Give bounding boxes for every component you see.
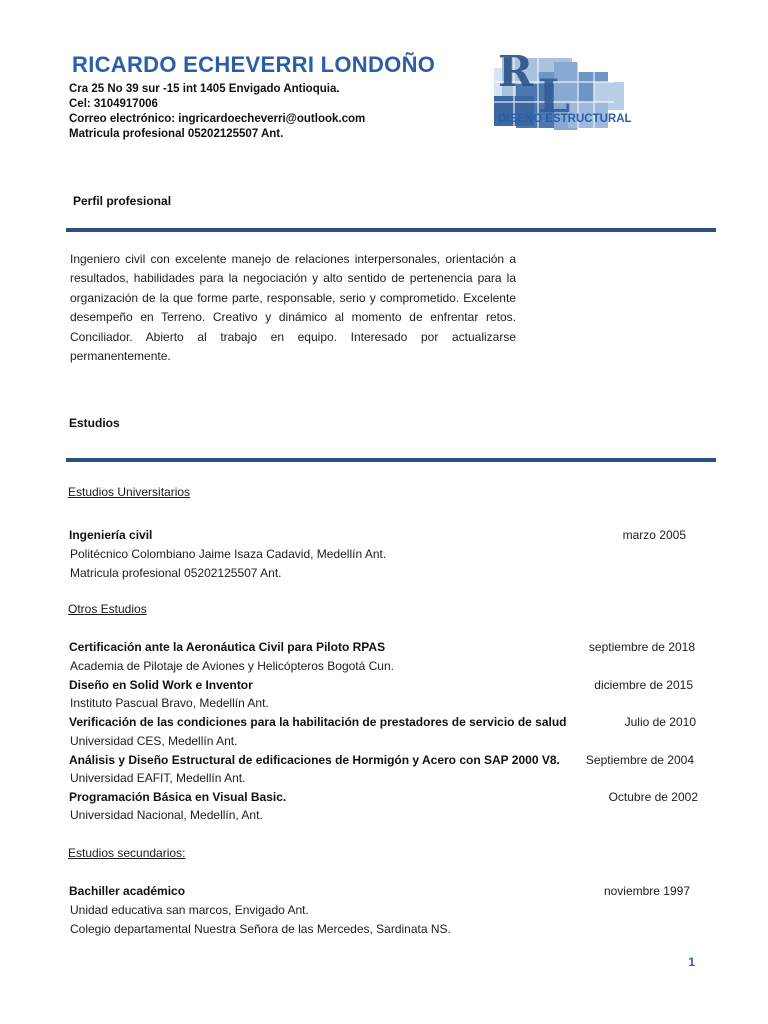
other-study-date: diciembre de 2015: [594, 678, 693, 692]
secondary-studies-subheading: Estudios secundarios:: [68, 846, 186, 860]
secondary-school-1: Unidad educativa san marcos, Envigado Ant.: [70, 903, 309, 917]
license-line: Matricula profesional 05202125507 Ant.: [69, 128, 284, 140]
studies-heading: Estudios: [69, 416, 120, 430]
other-study-title: Certificación ante la Aeronáutica Civil para Piloto RPAS: [69, 640, 386, 654]
other-study-title: Verificación de las condiciones para la habilitación de prestadores de servicio de salud: [69, 715, 567, 729]
other-study-date: septiembre de 2018: [588, 640, 695, 654]
university-degree: Ingeniería civil: [69, 528, 153, 542]
university-subheading: Estudios Universitarios: [68, 485, 191, 499]
email-line: Correo electrónico: ingricardoecheverri@outlook.com: [69, 113, 366, 125]
rl-logo-graphic: [494, 52, 664, 142]
other-study-place: Academia de Pilotaje de Aviones y Helicópteros Bogotá Cun.: [70, 659, 394, 673]
candidate-name: RICARDO ECHEVERRI LONDOÑO: [72, 52, 436, 77]
svg-text:L: L: [538, 69, 571, 123]
other-study-place: Universidad CES, Medellín Ant.: [70, 734, 238, 748]
profile-text: Ingeniero civil con excelente manejo de relaciones interpersonales, orientación a resultados, habilidades para la negociación y alto sentido de pertenencia para la organización de la que forme parte, responsable, serio y comprometido. Excelente desempeño en Terreno. Creativo y dinámico al momento de enfrentar retos. Conciliador. Abierto al trabajo en equipo. Interesado por actualizarse permanentemente.: [70, 252, 516, 364]
svg-text:R: R: [498, 52, 533, 96]
other-study-title: Análisis y Diseño Estructural de edificaciones de Hormigón y Acero con SAP 2000 V8.: [69, 753, 560, 767]
other-study-place: Universidad EAFIT, Medellín Ant.: [70, 771, 246, 785]
section-divider: [66, 228, 716, 232]
university-date: marzo 2005: [622, 528, 686, 542]
company-logo: [494, 52, 664, 142]
secondary-school-2: Colegio departamental Nuestra Señora de las Mercedes, Sardinata NS.: [70, 922, 451, 936]
profile-heading: Perfil profesional: [73, 194, 172, 208]
other-study-title: Diseño en Solid Work e Inventor: [69, 678, 253, 692]
other-study-place: Instituto Pascual Bravo, Medellín Ant.: [70, 696, 269, 710]
page-number: 1: [688, 955, 695, 969]
other-study-date: Septiembre de 2004: [585, 753, 694, 767]
university-institution: Politécnico Colombiano Jaime Isaza Cadavid, Medellín Ant.: [70, 547, 387, 561]
secondary-date: noviembre 1997: [603, 884, 690, 898]
university-license: Matricula profesional 05202125507 Ant.: [70, 566, 282, 580]
other-studies-subheading: Otros Estudios: [68, 602, 147, 616]
other-study-date: Octubre de 2002: [608, 790, 698, 804]
other-study-date: Julio de 2010: [624, 715, 696, 729]
other-study-title: Programación Básica en Visual Basic.: [69, 790, 287, 804]
secondary-degree: Bachiller académico: [69, 884, 186, 898]
phone-line: Cel: 3104917006: [69, 98, 158, 110]
section-divider: [66, 458, 716, 462]
other-study-place: Universidad Nacional, Medellín, Ant.: [70, 808, 263, 822]
logo-text: DISEÑO ESTRUCTURAL: [498, 113, 632, 125]
address-line: Cra 25 No 39 sur -15 int 1405 Envigado Antioquia.: [69, 83, 340, 95]
